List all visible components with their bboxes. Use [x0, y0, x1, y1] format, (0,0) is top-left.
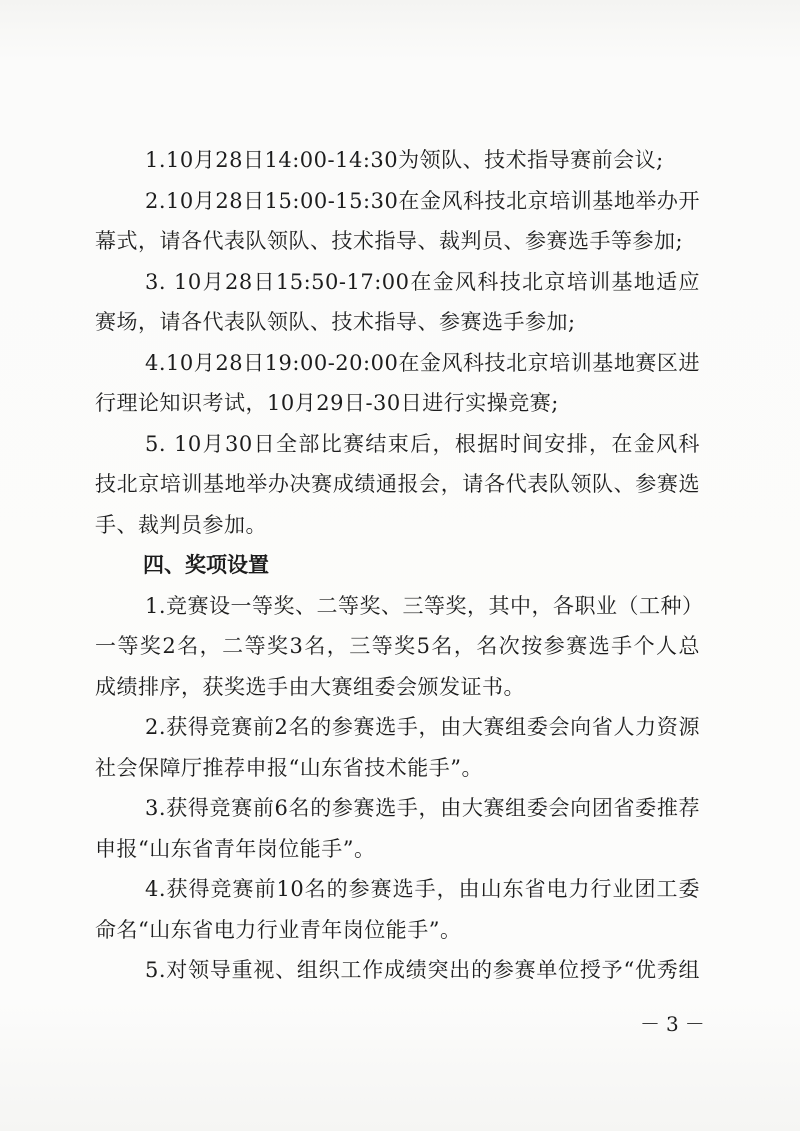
- schedule-item-5: [95, 424, 700, 546]
- award-item-4: [95, 869, 700, 950]
- paragraph-line: 赛场，请各代表队领队、技术指导、参赛选手参加;: [95, 310, 576, 334]
- paragraph-line: 一等奖2名，二等奖3名，三等奖5名，名次按参赛选手个人总: [95, 634, 700, 658]
- paragraph-line: 社会保障厅推荐申报“山东省技术能手”。: [95, 755, 483, 780]
- paragraph-line: 3.获得竞赛前6名的参赛选手，由大赛组委会向团省委推荐: [145, 796, 700, 820]
- schedule-item-2: [95, 181, 700, 262]
- paragraph-line: 手、裁判员参加。: [95, 512, 267, 537]
- paragraph-line: 行理论知识考试，10月29日-30日进行实操竞赛;: [95, 391, 559, 415]
- paragraph-line: 4.获得竞赛前10名的参赛选手，由山东省电力行业团工委: [145, 877, 700, 901]
- paragraph-line: 成绩排序，获奖选手由大赛组委会颁发证书。: [95, 674, 525, 699]
- award-item-5: [95, 950, 700, 991]
- schedule-item-3: [95, 262, 700, 343]
- paragraph-line: 幕式，请各代表队领队、技术指导、裁判员、参赛选手等参加;: [95, 229, 684, 253]
- award-item-2: [95, 707, 700, 788]
- paragraph-line: 1.10月28日14:00-14:30为领队、技术指导赛前会议;: [145, 148, 664, 172]
- paragraph-line: 申报“山东省青年岗位能手”。: [95, 836, 376, 861]
- section-heading: 四、奖项设置: [143, 553, 269, 577]
- page-number: －3－: [640, 1012, 711, 1036]
- paragraph-line: 2.10月28日15:00-15:30在金风科技北京培训基地举办开: [145, 188, 700, 213]
- paragraph-line: 3. 10月28日15:50-17:00在金风科技北京培训基地适应: [145, 269, 700, 294]
- schedule-item-1: [95, 140, 700, 181]
- paragraph-line: 1.竞赛设一等奖、二等奖、三等奖，其中，各职业（工种）: [145, 593, 704, 618]
- paragraph-line: 命名“山东省电力行业青年岗位能手”。: [95, 917, 462, 942]
- paragraph-line: 5. 10月30日全部比赛结束后，根据时间安排，在金风科: [145, 431, 700, 456]
- document-body: [95, 140, 704, 991]
- paragraph-line: 技北京培训基地举办决赛成绩通报会，请各代表队领队、参赛选: [95, 472, 700, 496]
- schedule-item-4: [95, 343, 700, 424]
- award-item-1: [95, 586, 704, 708]
- paragraph-line: 5.对领导重视、组织工作成绩突出的参赛单位授予“优秀组: [145, 958, 700, 982]
- paragraph-line: 2.获得竞赛前2名的参赛选手，由大赛组委会向省人力资源: [145, 715, 700, 739]
- paragraph-line: 4.10月28日19:00-20:00在金风科技北京培训基地赛区进: [145, 350, 700, 375]
- award-item-3: [95, 788, 700, 869]
